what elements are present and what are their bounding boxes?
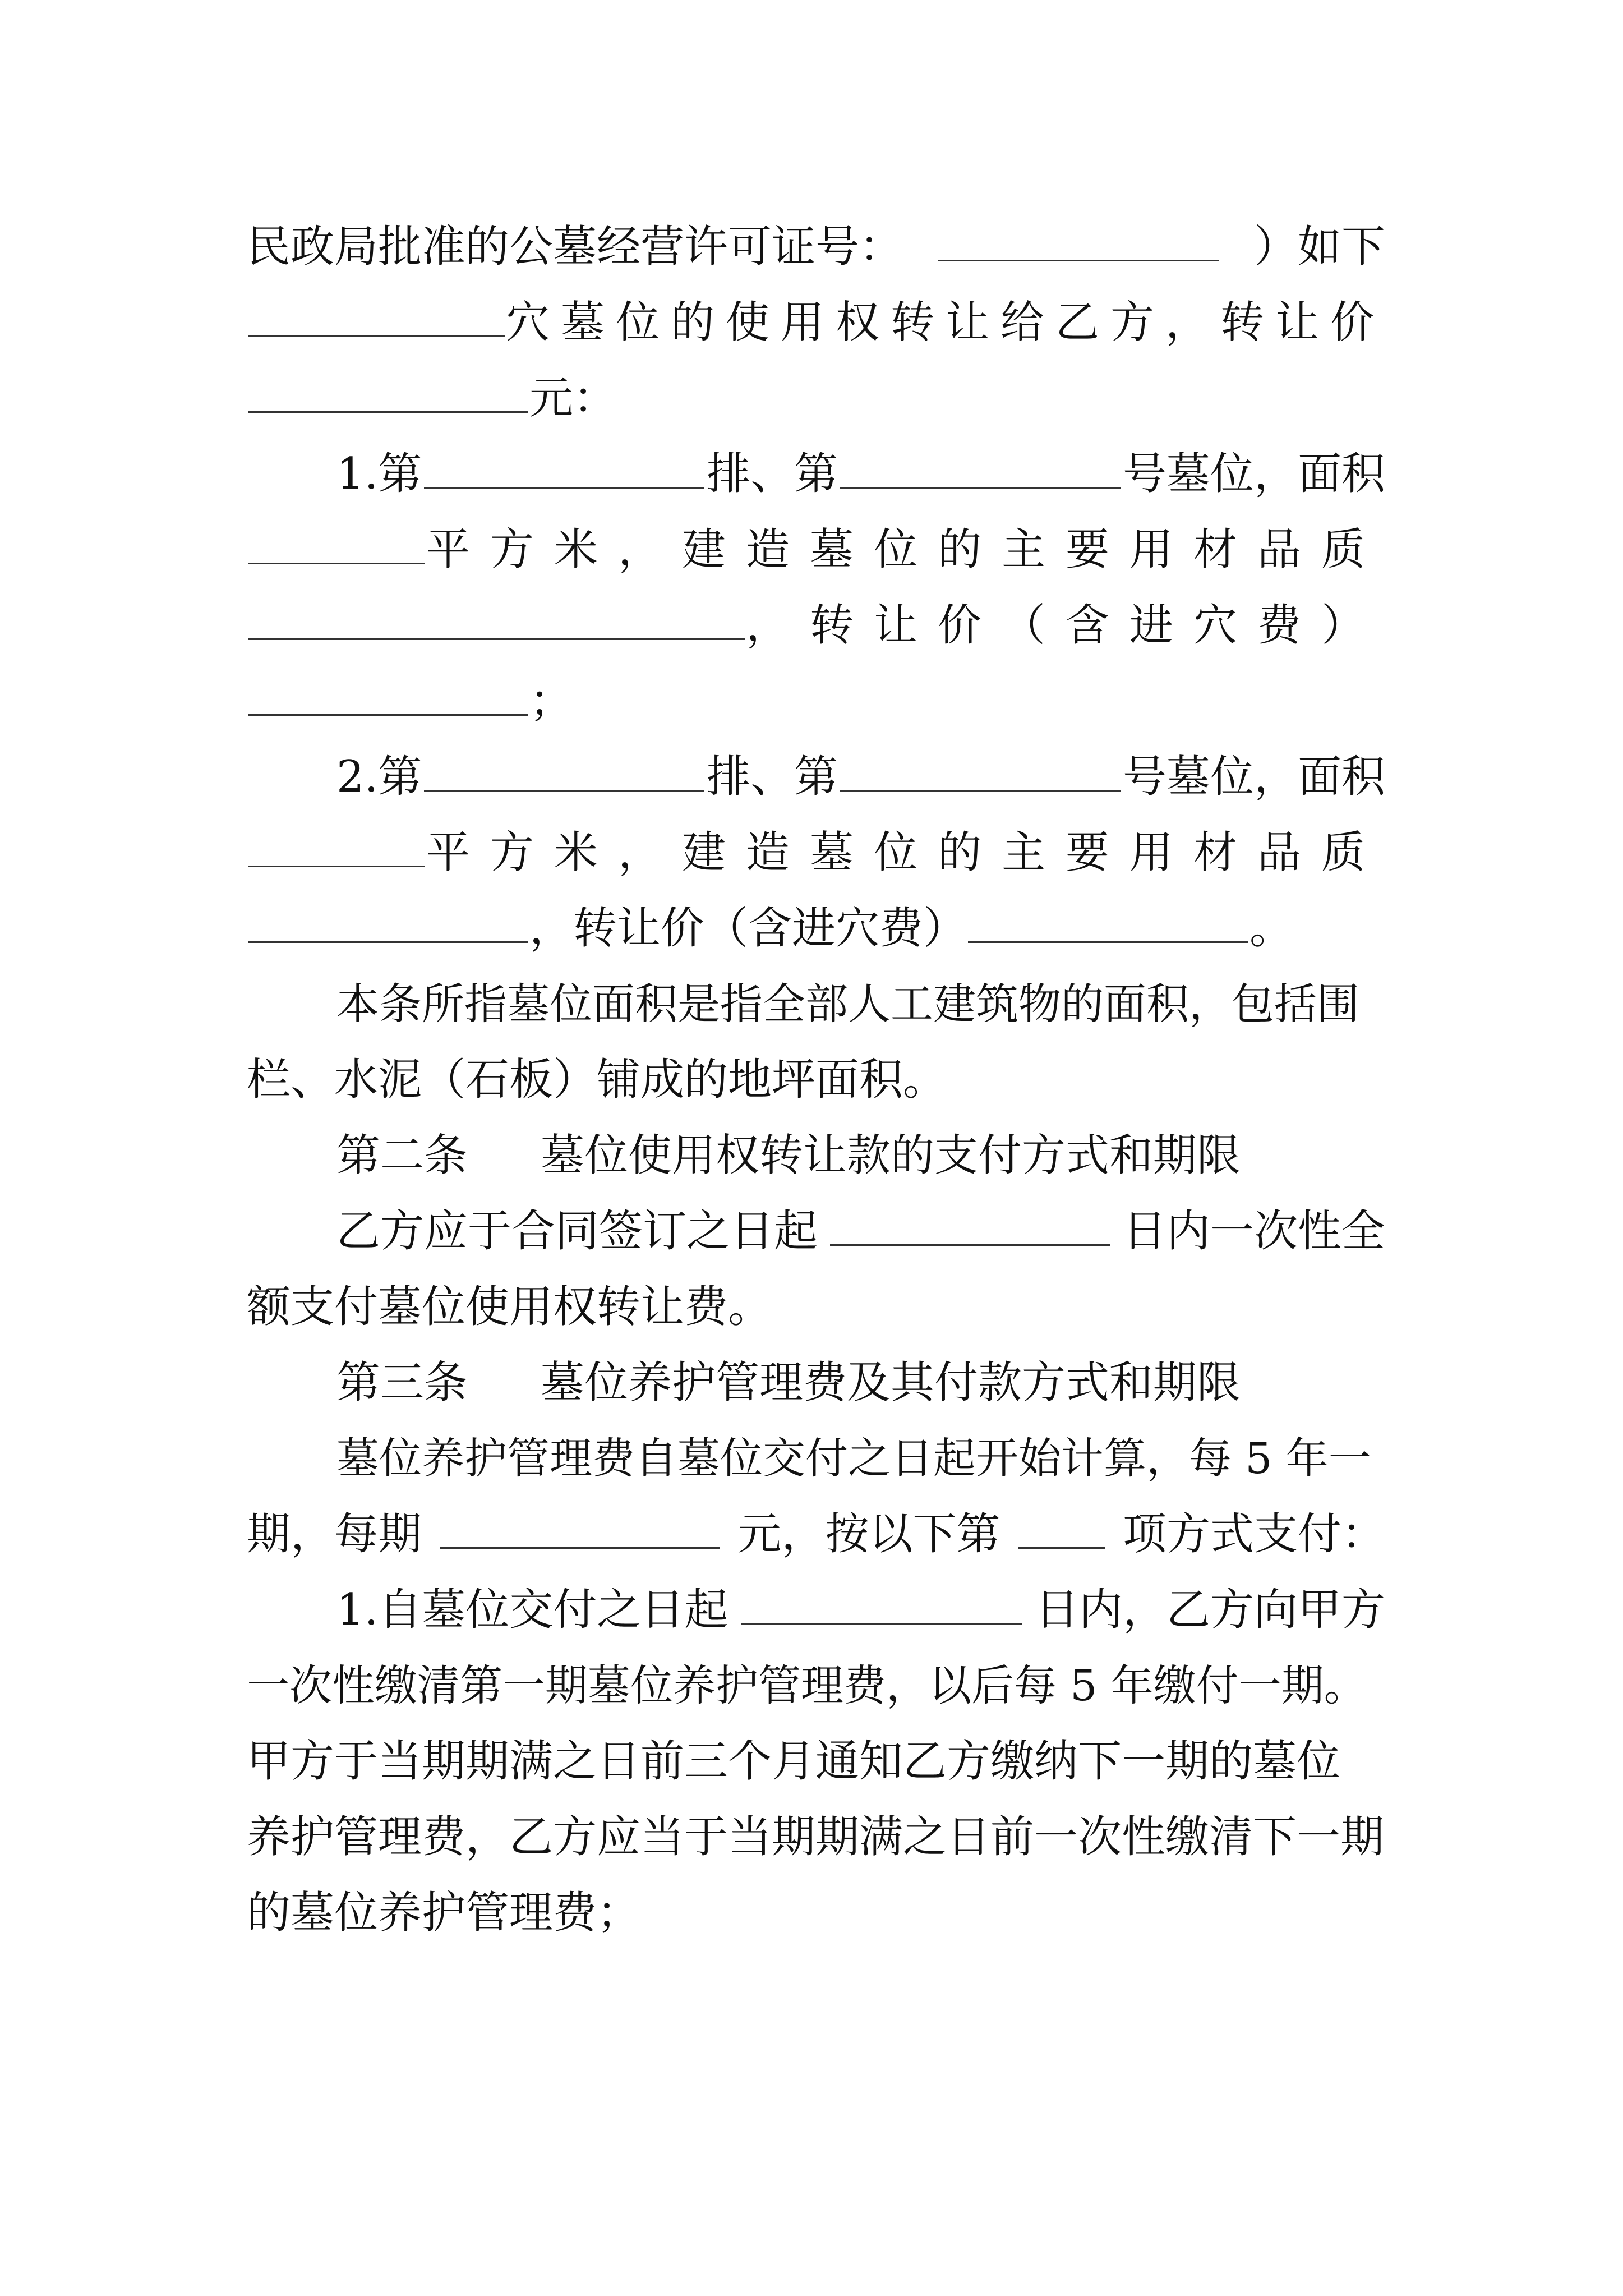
days-blank[interactable] xyxy=(830,1211,1110,1246)
text-segment: 2.第 xyxy=(336,752,422,802)
permit-number-blank[interactable] xyxy=(938,226,1219,261)
row-blank[interactable] xyxy=(424,453,704,489)
text-segment: 平方米，建造墓位的主要用材品质 xyxy=(426,524,1385,575)
text-line xyxy=(247,1871,1385,1955)
text-line xyxy=(247,583,1385,668)
text-line xyxy=(247,886,1385,970)
plot-number-blank[interactable] xyxy=(840,453,1121,489)
text-line xyxy=(247,1038,1385,1122)
text-segment: 穴墓位的使用权转让给乙方，转让价 xyxy=(505,297,1385,348)
price-blank[interactable] xyxy=(248,378,528,413)
text-segment: 元： xyxy=(529,373,617,424)
text-line xyxy=(247,508,1385,592)
article-heading xyxy=(336,1341,1385,1425)
text-segment: 一次性缴清第一期墓位养护管理费，以后每 5 年缴付一期。 xyxy=(247,1660,1367,1710)
text-segment: 元，按以下第 xyxy=(737,1509,1000,1559)
text-segment: 。 xyxy=(1249,903,1294,954)
plot-number-blank[interactable] xyxy=(840,756,1121,792)
area-blank[interactable] xyxy=(248,529,425,564)
area-blank[interactable] xyxy=(248,832,425,867)
text-segment: 额支付墓位使用权转让费。 xyxy=(247,1282,772,1332)
fee-amount-blank[interactable] xyxy=(440,1513,720,1549)
text-line xyxy=(336,962,1385,1046)
text-line xyxy=(247,659,1385,743)
text-segment: 1.自墓位交付之日起 xyxy=(336,1585,728,1635)
transfer-price-blank[interactable] xyxy=(248,680,528,716)
text-line xyxy=(247,1492,1385,1576)
row-blank[interactable] xyxy=(424,756,704,792)
transfer-price-blank[interactable] xyxy=(968,908,1248,943)
text-segment: 甲方于当期期满之日前三个月通知乙方缴纳下一期的墓位 xyxy=(247,1736,1341,1787)
article-title: 墓位使用权转让款的支付方式和期限 xyxy=(541,1130,1241,1181)
article-heading xyxy=(336,1114,1385,1198)
text-line xyxy=(247,280,1385,365)
material-blank[interactable] xyxy=(248,605,745,640)
text-segment: 项方式支付： xyxy=(1122,1509,1385,1559)
days-blank[interactable] xyxy=(741,1589,1022,1625)
text-line xyxy=(247,811,1385,895)
text-segment: 排、第 xyxy=(707,449,838,499)
text-segment: 乙方应于合同签订之日起 xyxy=(336,1206,818,1257)
text-segment: 日内，乙方向甲方 xyxy=(1035,1585,1385,1635)
text-line xyxy=(247,356,1385,440)
text-line xyxy=(247,1265,1385,1349)
text-line xyxy=(247,1719,1385,1803)
text-segment: 的墓位养护管理费； xyxy=(247,1888,641,1938)
text-segment: 栏、水泥（石板）铺成的地坪面积。 xyxy=(247,1055,947,1105)
text-segment: 排、第 xyxy=(707,752,838,802)
text-segment: 本条所指墓位面积是指全部人工建筑物的面积，包括围 xyxy=(336,979,1359,1029)
text-line xyxy=(336,432,1385,516)
text-segment: 1.第 xyxy=(336,449,422,499)
text-line xyxy=(336,1416,1385,1501)
text-line xyxy=(336,1189,1385,1273)
text-line xyxy=(336,1568,1385,1652)
text-segment: 民政局批准的公墓经营许可证号： xyxy=(247,222,903,272)
material-blank[interactable] xyxy=(248,908,528,943)
plot-count-blank[interactable] xyxy=(248,302,505,337)
text-segment: ）如下 xyxy=(1253,222,1385,272)
article-number: 第三条 xyxy=(336,1358,468,1408)
article-number: 第二条 xyxy=(336,1130,468,1181)
text-line xyxy=(247,1644,1385,1728)
text-segment: ； xyxy=(529,676,574,726)
article-title: 墓位养护管理费及其付款方式和期限 xyxy=(541,1358,1241,1408)
text-segment: 墓位养护管理费自墓位交付之日起开始计算，每 5 年一 xyxy=(336,1433,1371,1483)
text-segment: 平方米，建造墓位的主要用材品质 xyxy=(426,827,1385,878)
text-segment: 养护管理费，乙方应当于当期期满之日前一次性缴清下一期 xyxy=(247,1812,1385,1862)
text-segment: ，转让价（含进穴费） xyxy=(529,903,967,954)
text-segment: ，转让价（含进穴费） xyxy=(745,600,1385,651)
text-line xyxy=(336,735,1385,819)
text-segment: 号墓位，面积 xyxy=(1122,752,1385,802)
text-line xyxy=(247,205,1385,289)
text-segment: 号墓位，面积 xyxy=(1122,449,1385,499)
option-number-blank[interactable] xyxy=(1018,1513,1105,1549)
text-line xyxy=(247,1795,1385,1879)
text-segment: 日内一次性全 xyxy=(1122,1206,1385,1257)
text-segment: 期，每期 xyxy=(247,1509,422,1559)
